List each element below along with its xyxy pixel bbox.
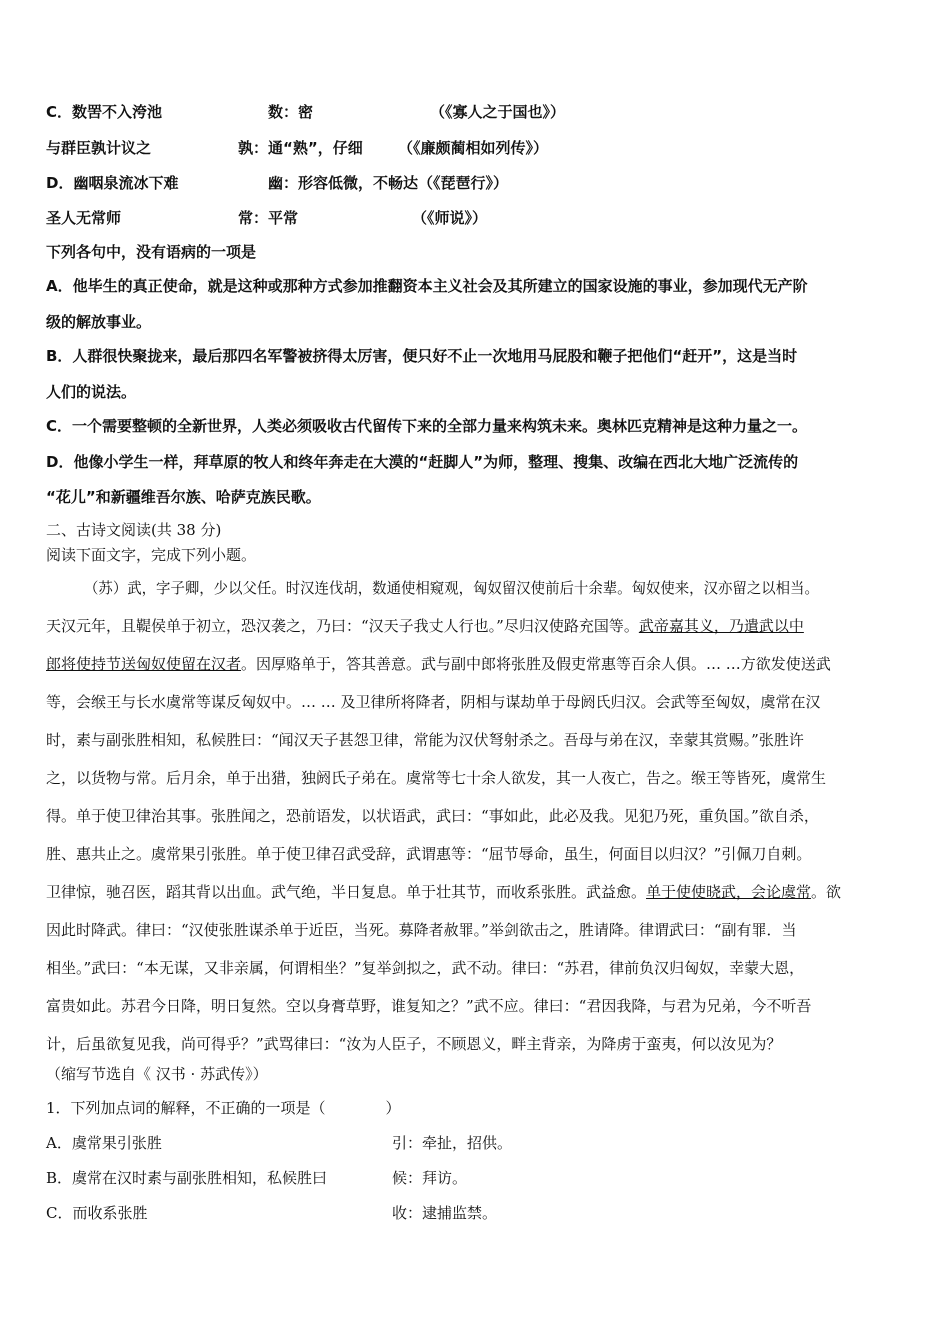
passage-underline-1b: 郎将使持节送匈奴使留在汉者 <box>46 655 242 673</box>
section-heading: 二、古诗文阅读(共 38 分) <box>46 521 222 539</box>
passage-line-6: 之，以货物与常。后月余，单于出猎，独阏氏子弟在。虞常等七十余人欲发，其一人夜亡，告之。缑王等皆死，虞常生 <box>46 769 827 787</box>
passage-line-3 <box>46 654 908 674</box>
option-c-source: （《寡人之于国也》） <box>430 103 566 121</box>
passage-underline-1a: 武帝嘉其义，乃遣武以中 <box>638 617 804 635</box>
passage-line-9 <box>46 882 908 902</box>
section-instruction: 阅读下面文字，完成下列小题。 <box>46 546 257 564</box>
option-c-gloss: 数：密 <box>268 103 314 121</box>
passage-underline-2: 单于使使晓武，会论虞常 <box>646 883 812 901</box>
passage-line-9-tail: 。欲 <box>811 883 842 901</box>
sick-option-b-line1: B．人群很快聚拢来，最后那四名军警被挤得太厉害，便只好不止一次地用马屁股和鞭子把他们“赶开”，这是当时 <box>46 347 798 365</box>
passage-line-9-text: 卫律惊，驰召医，蹈其背以出血。武气绝，半日复息。单于壮其节，而收系张胜。武益愈。 <box>46 883 647 901</box>
option-c-sentence: C．数罟不入洿池 <box>46 103 163 121</box>
sick-option-d-line1: D．他像小学生一样，拜草原的牧人和终年奔走在大漠的“赶脚人”为师，整理、搜集、改编在西北大地广泛流传的 <box>46 453 799 471</box>
option-d-gloss: 幽：形容低微，不畅达（《琵琶行》） <box>268 174 509 192</box>
passage-line-10: 因此时降武。律曰：“汉使张胜谋杀单于近臣，当死。募降者赦罪。”举剑欲击之，胜请降。律谓武曰：“副有罪．当 <box>46 921 797 939</box>
passage-line-4: 等，会缑王与长水虞常等谋反匈奴中。… … 及卫律所将降者，阴相与谋劫单于母阏氏归汉。会武等至匈奴，虞常在汉 <box>46 693 821 711</box>
option-d-sentence: D．幽咽泉流冰下难 <box>46 174 179 192</box>
option-d2-sentence: 圣人无常师 <box>46 209 122 227</box>
q1-option-c-gloss: 收：逮捕监禁。 <box>392 1204 498 1222</box>
passage-line-11: 相坐。”武曰：“本无谋，又非亲属，何谓相坐？”复举剑拟之，武不动。律曰：“苏君，律前负汉归匈奴，幸蒙大恩， <box>46 959 805 977</box>
passage-line-3-text: 。因厚赂单于，答其善意。武与副中郎将张胜及假吏常惠等百余人俱。… …方欲发使送武 <box>241 655 831 673</box>
sick-option-b-line2: 人们的说法。 <box>46 383 137 401</box>
q1-option-a-sentence: A．虞常果引张胜 <box>46 1134 162 1152</box>
sick-option-a-line1: A．他毕生的真正使命，就是这种或那种方式参加推翻资本主义社会及其所建立的国家设施的事业，参加现代无产阶 <box>46 277 808 295</box>
q1-option-c-sentence: C．而收系张胜 <box>46 1204 148 1222</box>
passage-line-2 <box>46 616 908 636</box>
question-stem-sick: 下列各句中，没有语病的一项是 <box>46 243 257 261</box>
sick-option-d-line2: “花儿”和新疆维吾尔族、哈萨克族民歌。 <box>46 488 321 506</box>
option-d2-gloss: 常：平常 <box>238 209 299 227</box>
passage-line-7: 得。单于使卫律治其事。张胜闻之，恐前语发，以状语武，武曰：“事如此，此必及我。见犯乃死，重负国。”欲自杀， <box>46 807 819 825</box>
sick-option-a-line2: 级的解放事业。 <box>46 313 152 331</box>
q1-option-b-sentence: B．虞常在汉时素与副张胜相知，私候胜曰 <box>46 1169 328 1187</box>
passage-line-1: （苏）武，字子卿，少以父任。时汉连伐胡，数通使相窥观，匈奴留汉使前后十余辈。匈奴使来，汉亦留之以相当。 <box>84 579 819 597</box>
passage-line-2-text: 天汉元年，且鞮侯单于初立，恐汉袭之，乃曰：“汉天子我丈人行也。”尽归汉使路充国等。 <box>46 617 639 635</box>
question-1-stem: 1．下列加点词的解释，不正确的一项是（ ） <box>46 1099 401 1117</box>
passage-line-8: 胜、惠共止之。虞常果引张胜。单于使卫律召武受辞，武谓惠等：“屈节辱命，虽生，何面目以归汉？”引佩刀自刺。 <box>46 845 812 863</box>
q1-option-b-gloss: 候：拜访。 <box>392 1169 468 1187</box>
q1-option-a-gloss: 引：牵扯，招供。 <box>392 1134 513 1152</box>
passage-source: （缩写节选自《 汉书 · 苏武传》） <box>46 1065 268 1083</box>
passage-line-5: 时，素与副张胜相知，私候胜曰：“闻汉天子甚怨卫律，常能为汉伏弩射杀之。吾母与弟在汉，幸蒙其赏赐。”张胜许 <box>46 731 804 749</box>
option-c2-gloss: 孰：通“熟”，仔细 <box>238 139 363 157</box>
sick-option-c-line1: C．一个需要整顿的全新世界，人类必须吸收古代留传下来的全部力量来构筑未来。奥林匹克精神是这种力量之一。 <box>46 417 808 435</box>
option-c2-sentence: 与群臣孰计议之 <box>46 139 152 157</box>
option-d2-source: （《师说》） <box>412 209 488 227</box>
passage-line-13: 计，后虽欲复见我，尚可得乎？”武骂律曰：“汝为人臣子，不顾恩义，畔主背亲，为降虏于蛮夷，何以汝见为？ <box>46 1035 782 1053</box>
passage-line-12: 富贵如此。苏君今日降，明日复然。空以身膏草野，谁复知之？”武不应。律曰：“君因我降，与君为兄弟，今不听吾 <box>46 997 812 1015</box>
option-c2-source: （《廉颇蔺相如列传》） <box>398 139 549 157</box>
